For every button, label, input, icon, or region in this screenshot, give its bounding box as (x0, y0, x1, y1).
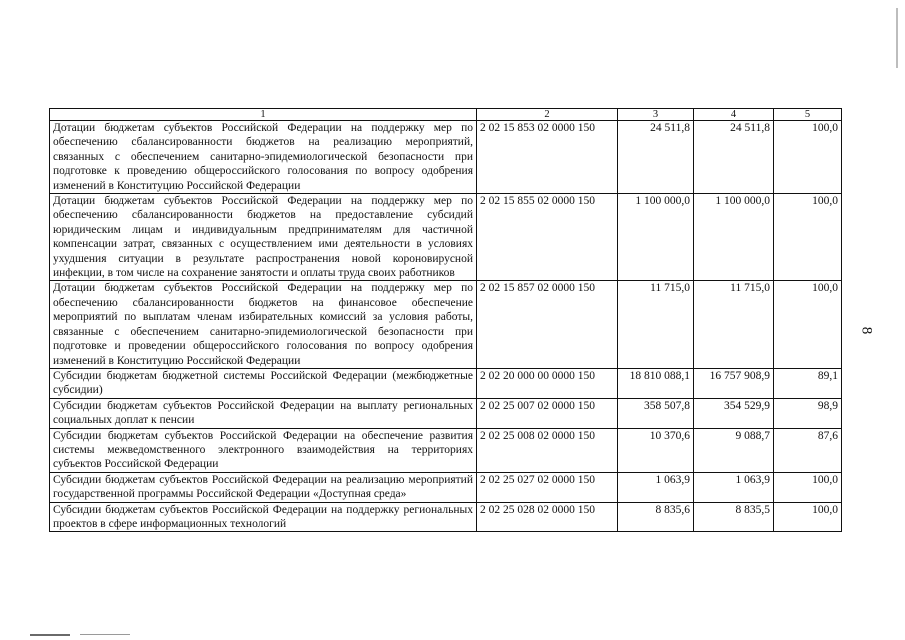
row-name-cell: Субсидии бюджетам бюджетной системы Российской Федерации (межбюджетные субсидии) (50, 368, 477, 398)
table-row (50, 121, 842, 194)
table-row (50, 368, 842, 398)
row-name-cell: Дотации бюджетам субъектов Российской Федерации на поддержку мер по обеспечению сбалансированности бюджетов на реализацию мероприятий, связанных с обеспечением санитарно-эпидемиологической безопасности при подготовке к проведению общероссийского голосования по вопросу одобрения изменений в Конституцию Российской Федерации (50, 121, 477, 194)
table-row (50, 398, 842, 428)
table-row (50, 502, 842, 532)
page-number: 8 (858, 326, 875, 335)
budget-table (49, 108, 842, 532)
row-value-cell: 354 529,9 (694, 398, 774, 428)
row-value-cell: 11 715,0 (694, 281, 774, 368)
row-name-cell: Субсидии бюджетам субъектов Российской Федерации на выплату региональных социальных доплат к пенсии (50, 398, 477, 428)
row-value-cell: 358 507,8 (618, 398, 694, 428)
row-percent-cell: 100,0 (774, 194, 842, 281)
column-header: 3 (618, 109, 694, 121)
row-value-cell: 9 088,7 (694, 428, 774, 472)
row-percent-cell: 98,9 (774, 398, 842, 428)
row-code-cell: 2 02 15 857 02 0000 150 (477, 281, 618, 368)
row-value-cell: 1 100 000,0 (618, 194, 694, 281)
scan-edge-mark (896, 8, 898, 68)
column-header: 1 (50, 109, 477, 121)
table-row (50, 194, 842, 281)
column-header: 2 (477, 109, 618, 121)
table-row (50, 472, 842, 502)
table-row (50, 281, 842, 368)
column-header: 4 (694, 109, 774, 121)
row-name-cell: Субсидии бюджетам субъектов Российской Федерации на поддержку региональных проектов в сфере информационных технологий (50, 502, 477, 532)
row-value-cell: 11 715,0 (618, 281, 694, 368)
row-name-cell: Субсидии бюджетам субъектов Российской Федерации на реализацию мероприятий государственной программы Российской Федерации «Доступная среда» (50, 472, 477, 502)
row-value-cell: 24 511,8 (618, 121, 694, 194)
row-percent-cell: 100,0 (774, 502, 842, 532)
row-value-cell: 1 100 000,0 (694, 194, 774, 281)
row-code-cell: 2 02 25 007 02 0000 150 (477, 398, 618, 428)
table-header-row (50, 109, 842, 121)
row-code-cell: 2 02 25 028 02 0000 150 (477, 502, 618, 532)
column-header: 5 (774, 109, 842, 121)
row-code-cell: 2 02 25 008 02 0000 150 (477, 428, 618, 472)
row-value-cell: 8 835,6 (618, 502, 694, 532)
row-code-cell: 2 02 20 000 00 0000 150 (477, 368, 618, 398)
row-percent-cell: 100,0 (774, 281, 842, 368)
scan-edge-mark (80, 634, 130, 635)
table-row (50, 428, 842, 472)
scan-edge-mark (30, 634, 70, 636)
row-code-cell: 2 02 15 853 02 0000 150 (477, 121, 618, 194)
row-code-cell: 2 02 25 027 02 0000 150 (477, 472, 618, 502)
row-value-cell: 1 063,9 (618, 472, 694, 502)
row-percent-cell: 87,6 (774, 428, 842, 472)
row-percent-cell: 100,0 (774, 121, 842, 194)
row-percent-cell: 89,1 (774, 368, 842, 398)
row-value-cell: 24 511,8 (694, 121, 774, 194)
row-value-cell: 8 835,5 (694, 502, 774, 532)
row-value-cell: 10 370,6 (618, 428, 694, 472)
row-name-cell: Субсидии бюджетам субъектов Российской Федерации на обеспечение развития системы межведомственного электронного взаимодействия на территориях субъектов Российской Федерации (50, 428, 477, 472)
row-name-cell: Дотации бюджетам субъектов Российской Федерации на поддержку мер по обеспечению сбалансированности бюджетов на финансовое обеспечение мероприятий по выплатам членам избирательных комиссий за условия работы, связанные с обеспечением санитарно-эпидемиологической безопасности при подготовке и проведении общероссийского голосования по вопросу одобрения изменений в Конституцию Российской Федерации (50, 281, 477, 368)
row-value-cell: 18 810 088,1 (618, 368, 694, 398)
row-code-cell: 2 02 15 855 02 0000 150 (477, 194, 618, 281)
row-name-cell: Дотации бюджетам субъектов Российской Федерации на поддержку мер по обеспечению сбалансированности бюджетов на предоставление субсидий юридическим лицам и индивидуальным предпринимателям для частичной компенсации затрат, связанных с осуществлением ими деятельности в условиях ухудшения ситуации в результате распространения новой короновирусной инфекции, в том числе на сохранение занятости и оплаты труда своих работников (50, 194, 477, 281)
row-value-cell: 16 757 908,9 (694, 368, 774, 398)
row-percent-cell: 100,0 (774, 472, 842, 502)
row-value-cell: 1 063,9 (694, 472, 774, 502)
